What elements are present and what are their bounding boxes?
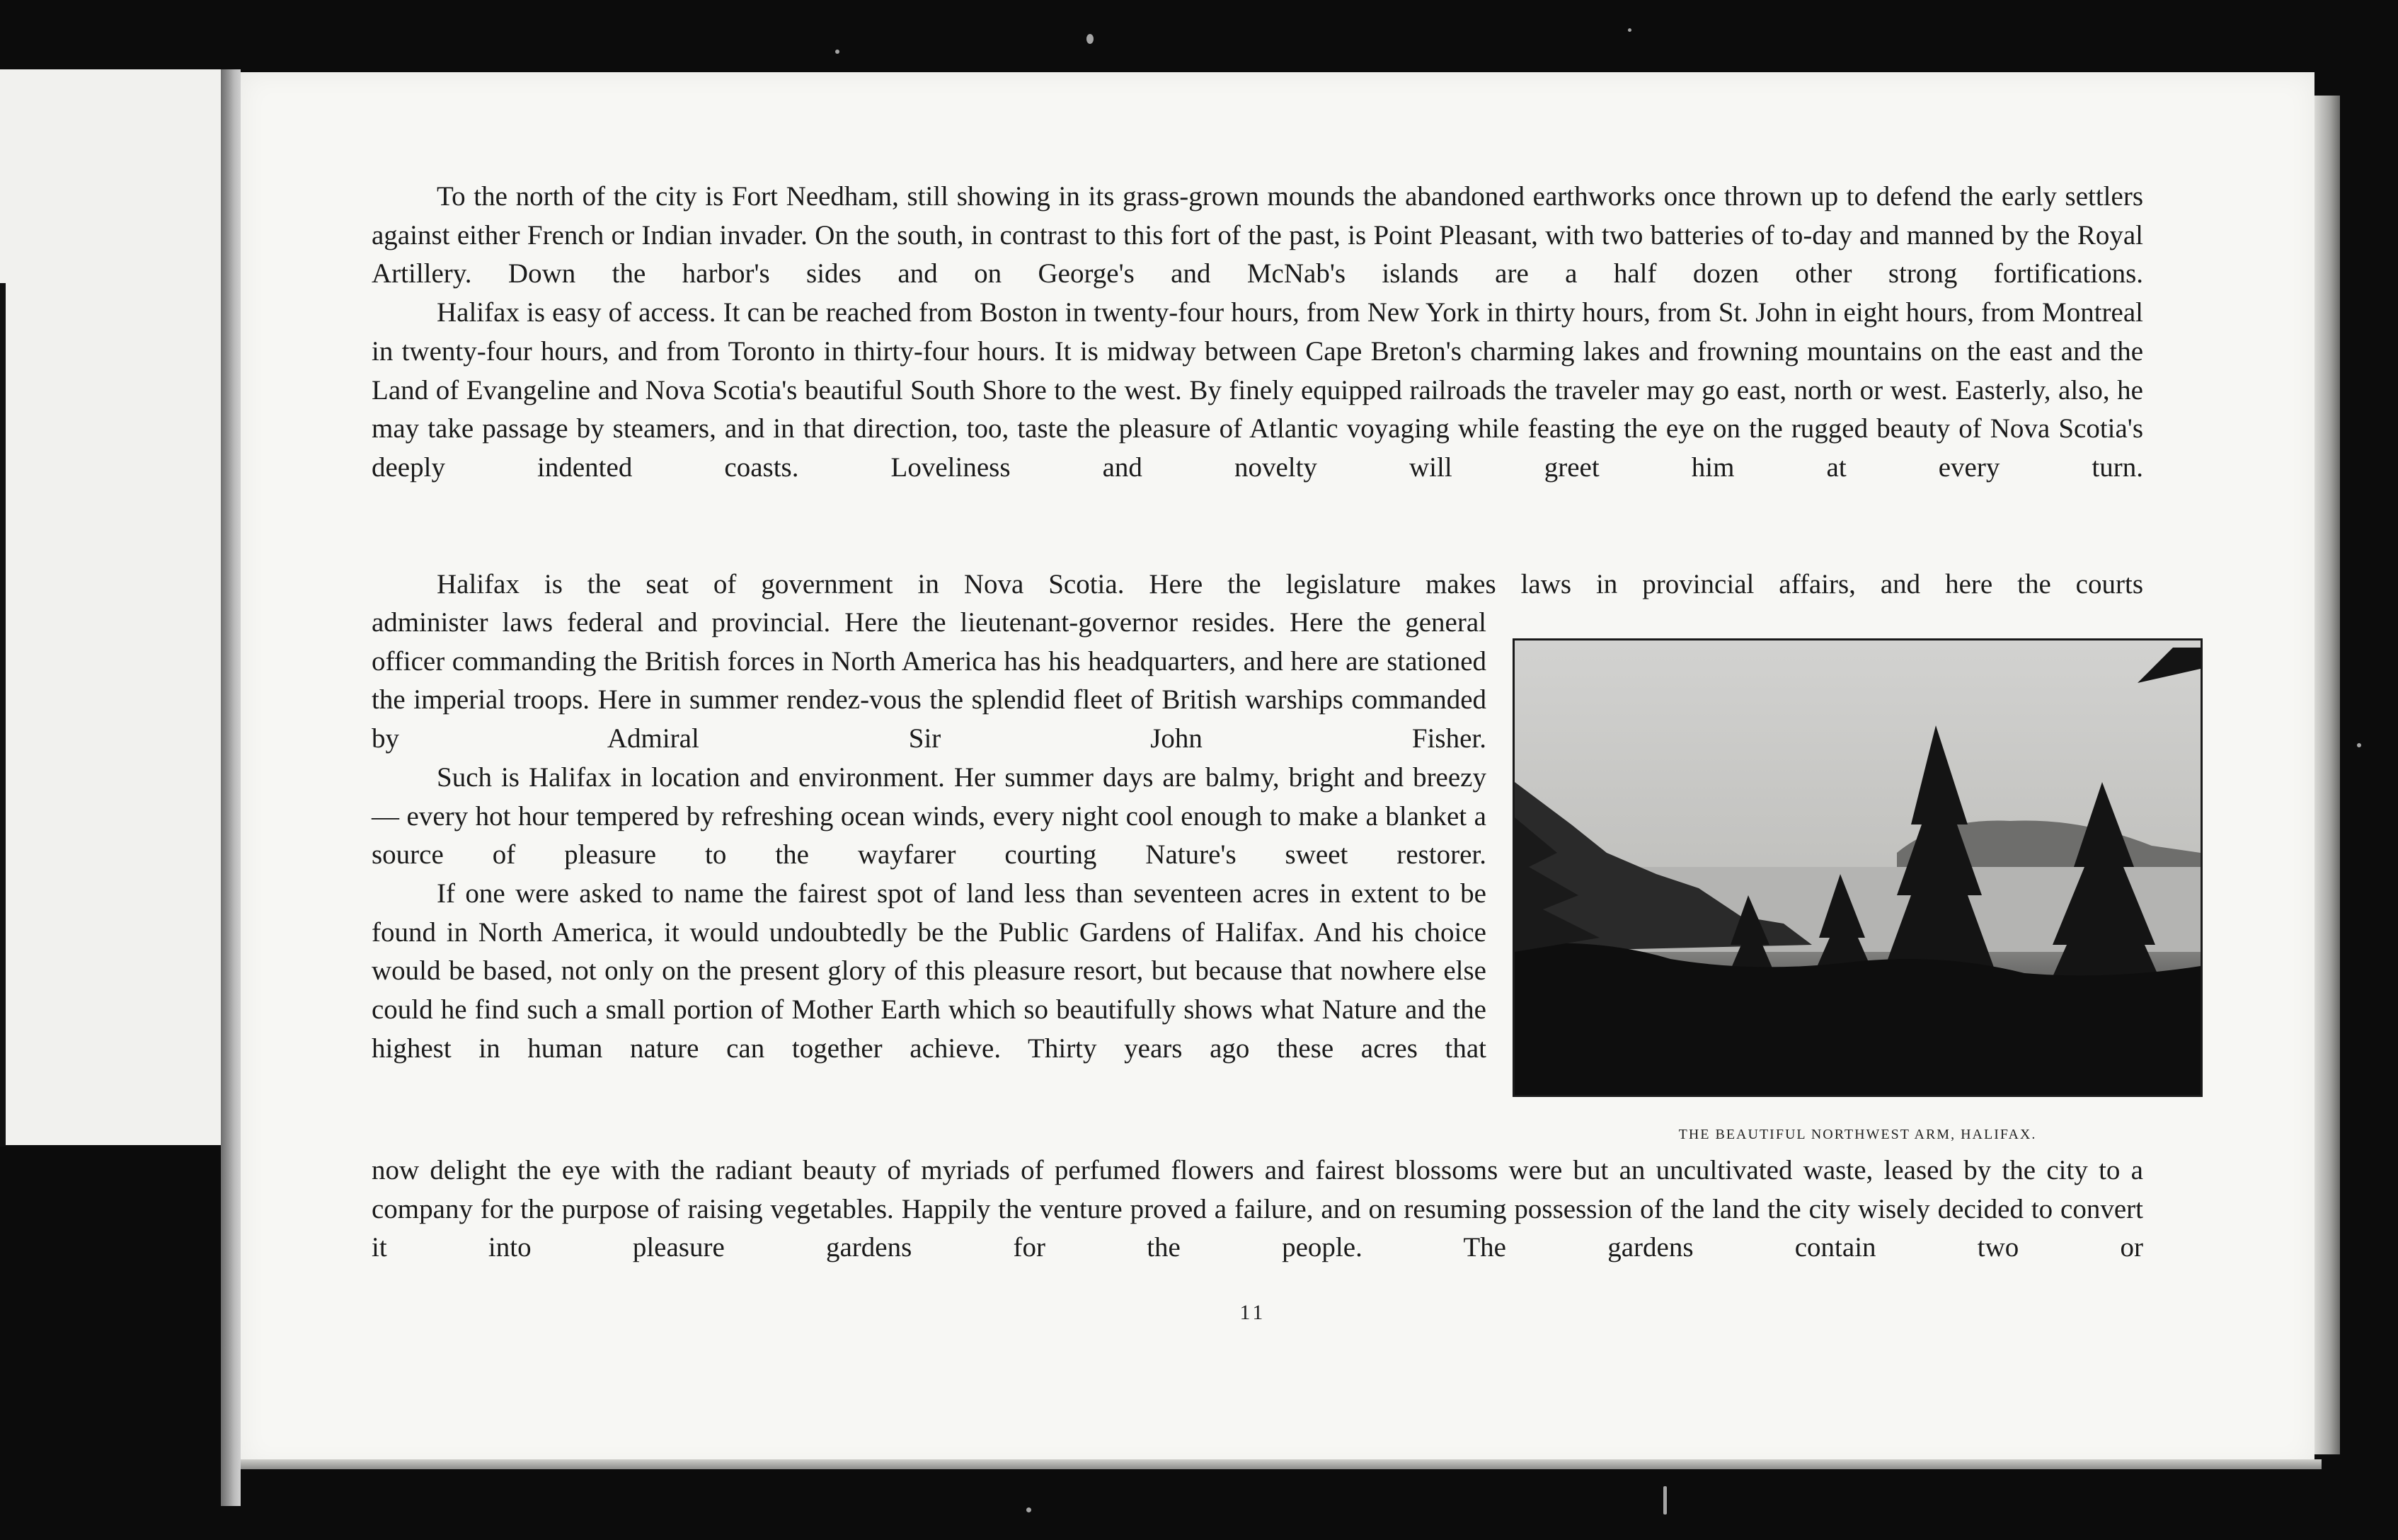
dust-speck [1663, 1486, 1667, 1515]
page-bottom-edge [241, 1459, 2322, 1469]
left-facing-page [0, 69, 237, 1145]
paragraph-public-gardens: If one were asked to name the fairest spot of land less than seventeen acres in extent to be found in North America, it would undoubtedly be the Public Gardens of Halifax. And his choice would be based, not only on the present glory of this pleasure resort, but because that nowhere else could he find such a small portion of Mother Earth which so beautifully shows what Nature and the highest in human nature can together achieve. Thirty years ago these acres that [372, 878, 1486, 1064]
page-number: 11 [1239, 1301, 1266, 1324]
dust-speck [1628, 28, 1631, 32]
text-block-bottom [372, 1151, 2143, 1268]
paragraph-access: Halifax is easy of access. It can be reached from Boston in twenty-four hours, from New York in thirty hours, from St. John in eight hours, from Montreal in twenty-four hours, and from Toronto in thirty-four hours. It is midway between Cape Breton's charming lakes and frowning mountains on the east and the Land of Evangeline and Nova Scotia's beautiful South Shore to the west. By finely equipped railroads the traveler may go east, north or west. Easterly, also, he may take passage by steamers, and in that direction, too, taste the pleasure of Atlantic voyaging while feasting the eye on the rugged beauty of Nova Scotia's deeply indented coasts. Loveliness and novelty will greet him at every turn. [372, 297, 2143, 483]
dust-speck [835, 50, 839, 54]
paragraph-government-first-line [372, 565, 2143, 604]
paragraph-public-gardens-cont: now delight the eye with the radiant beauty of myriads of perfumed flowers and fairest blossoms were but an uncultivated waste, leased by the city to a company for the purpose of raising vegetables. Happily the venture proved a failure, and on resuming possession of the land the city wisely decided to convert it into pleasure gardens for the people. The gardens contain two or [372, 1155, 2143, 1263]
text-block-top [372, 178, 2143, 488]
paragraph-fort-needham: To the north of the city is Fort Needham, still showing in its grass-grown mounds the abandoned earthworks once thrown up to defend the early settlers against either French or Indian invader. On the south, in contrast to this fort of the past, is Point Pleasant, with two batteries of to-day and manned by the Royal Artillery. Down the harbor's sides and on George's and McNab's islands are a half dozen other strong fortifications. [372, 181, 2143, 289]
paragraph-government-line1: Halifax is the seat of government in Nova Scotia. Here the legislature makes laws in provincial affairs, and here the courts [437, 569, 2143, 599]
book-gutter [221, 69, 241, 1506]
northwest-arm-photo [1513, 638, 2203, 1097]
page-right-edge [2314, 96, 2340, 1454]
dust-speck [1026, 1507, 1031, 1512]
paragraph-summer: Such is Halifax in location and environment. Her summer days are balmy, bright and breezy — every hot hour tempered by refreshing ocean winds, every night cool enough to make a blanket a source of pleasure to the wayfarer courting Nature's sweet restorer. [372, 762, 1486, 870]
left-page-edge [0, 283, 6, 1147]
dust-speck [1086, 34, 1094, 44]
photo-caption: THE BEAUTIFUL NORTHWEST ARM, HALIFAX. [1678, 1127, 2037, 1142]
paragraph-government: administer laws federal and provincial. Here the lieutenant-governor resides. Here the general officer commanding the British forces in North America has his headquarters, and here are stationed the imperial troops. Here in summer rendez-vous the splendid fleet of British warships commanded by Admiral Sir John Fisher. [372, 607, 1486, 754]
landscape-illustration [1515, 640, 2201, 1095]
dust-speck [2357, 743, 2361, 747]
text-block-column [372, 604, 1486, 1068]
